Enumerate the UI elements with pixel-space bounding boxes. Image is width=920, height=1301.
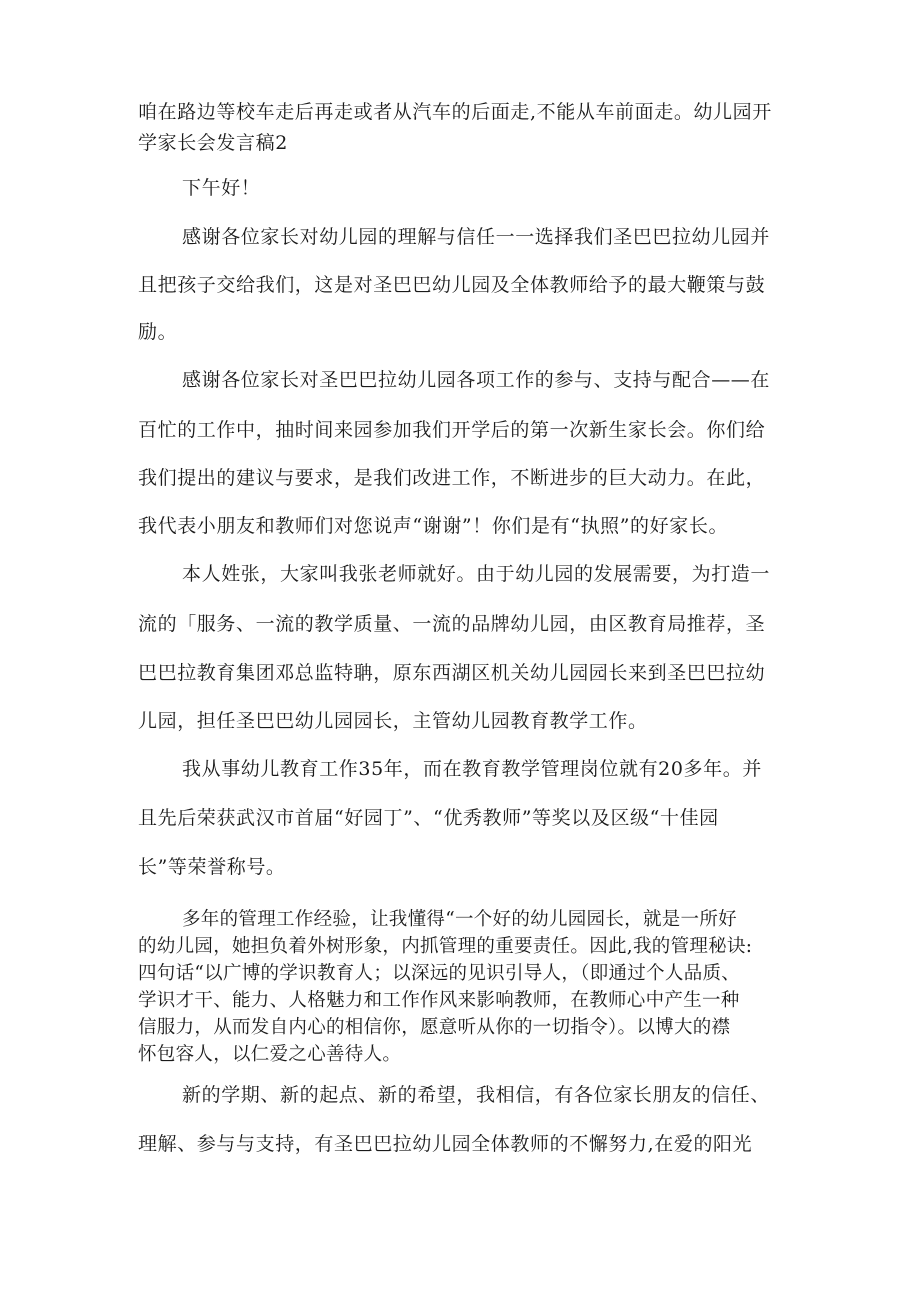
text-line: 流的「服务、一流的教学质量、一流的品牌幼儿园，由区教育局推荐，圣 bbox=[138, 613, 766, 635]
text-line: 下午好！ bbox=[182, 177, 261, 199]
text-line: 本人姓张，大家叫我张老师就好。由于幼儿园的发展需要，为打造一 bbox=[182, 563, 771, 585]
text-line: 且把孩子交给我们，这是对圣巴巴幼儿园及全体教师给予的最大鞭策与鼓 bbox=[138, 274, 766, 296]
text-line: 学识才干、能力、人格魅力和工作作风来影响教师，在教师心中产生一种 bbox=[138, 990, 740, 1011]
text-line: 儿园，担任圣巴巴幼儿园园长，主管幼儿园教育教学工作。 bbox=[138, 710, 648, 732]
text-line: 巴巴拉教育集团邓总监特聃，原东西湖区机关幼儿园园长来到圣巴巴拉幼 bbox=[138, 662, 766, 684]
text-line: 我们提出的建议与要求，是我们改进工作，不断进步的巨大动力。在此， bbox=[138, 467, 766, 489]
text-line: 多年的管理工作经验，让我懂得“一个好的幼儿园园长，就是一所好 bbox=[182, 909, 737, 930]
text-line: 的幼儿园，她担负着外树形象，内抓管理的重要责任。因此,我的管理秘诀: bbox=[138, 936, 753, 957]
text-line: 我从事幼儿教育工作35年，而在教育教学管理岗位就有20多年。并 bbox=[182, 758, 762, 780]
text-line: 怀包容人，以仁爱之心善待人。 bbox=[138, 1044, 402, 1065]
text-line: 我代表小朋友和教师们对您说声“谢谢”！你们是有“执照”的好家长。 bbox=[138, 515, 729, 537]
text-line: 励。 bbox=[138, 321, 178, 343]
text-line: 学家长会发言稿2 bbox=[138, 132, 288, 154]
text-line: 长”等荣誉称号。 bbox=[138, 856, 286, 878]
text-line: 四句话“以广博的学识教育人；以深远的见识引导人，（即通过个人品质、 bbox=[138, 963, 741, 984]
text-line: 信服力，从而发自内心的相信你，愿意听从你的一切指令）。以博大的襟 bbox=[138, 1017, 731, 1038]
text-line: 新的学期、新的起点、新的希望，我相信，有各位家长朋友的信任、 bbox=[182, 1084, 771, 1106]
text-line: 感谢各位家长对幼儿园的理解与信任一一选择我们圣巴巴拉幼儿园并 bbox=[182, 226, 771, 248]
text-line: 且先后荣获武汉市首届“好园丁”、“优秀教师”等奖以及区级“十佳园 bbox=[138, 807, 719, 829]
text-line: 咱在路边等校车走后再走或者从汽车的后面走,不能从车前面走。幼儿园开 bbox=[138, 101, 772, 123]
text-line: 感谢各位家长对圣巴巴拉幼儿园各项工作的参与、支持与配合——在 bbox=[182, 369, 771, 391]
text-line: 百忙的工作中，抽时间来园参加我们开学后的第一次新生家长会。你们给 bbox=[138, 419, 766, 441]
text-line: 理解、参与与支持，有圣巴巴拉幼儿园全体教师的不懈努力,在爱的阳光 bbox=[138, 1133, 753, 1155]
